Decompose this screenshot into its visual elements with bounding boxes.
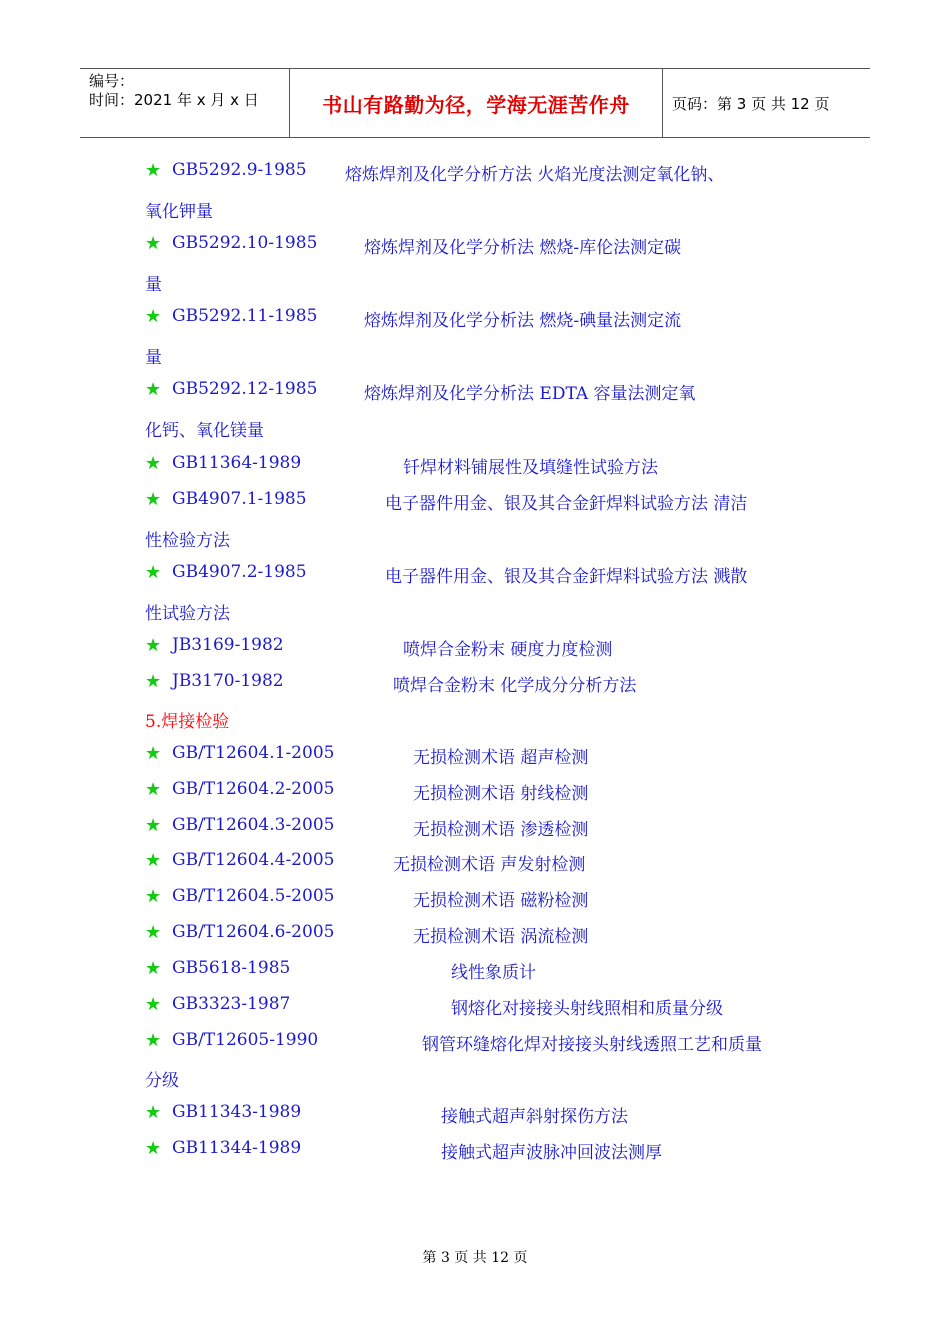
standard-title: 无损检测术语 声发射检测: [393, 855, 586, 875]
list-item: [145, 160, 725, 190]
date-label: 时间：2021 年 x 月 x 日: [89, 91, 259, 109]
list-item: [145, 489, 748, 519]
standard-title: 无损检测术语 渗透检测: [413, 820, 589, 840]
star-icon: ★: [145, 850, 162, 871]
list-item: [145, 562, 748, 592]
standard-title: 熔炼焊剂及化学分析法 EDTA 容量法测定氧: [364, 384, 696, 404]
star-icon: ★: [145, 562, 162, 583]
list-item: [145, 453, 658, 483]
list-item-continuation: 氧化钾量: [145, 202, 213, 222]
list-item: [145, 815, 589, 845]
standard-title: 电子器件用金、银及其合金釬焊料试验方法 清洁: [385, 494, 748, 514]
star-icon: ★: [145, 958, 162, 979]
standard-code: GB/T12604.6-2005: [172, 922, 335, 942]
list-item: [145, 994, 723, 1024]
standard-title: 钎焊材料铺展性及填缝性试验方法: [403, 458, 658, 478]
standard-code: GB5292.12-1985: [172, 379, 318, 399]
standard-code: JB3169-1982: [172, 635, 284, 655]
standard-title: 无损检测术语 超声检测: [413, 748, 589, 768]
standard-title: 钢管环缝熔化焊对接接头射线透照工艺和质量: [422, 1035, 762, 1055]
star-icon: ★: [145, 779, 162, 800]
standard-code: GB/T12604.2-2005: [172, 779, 335, 799]
number-label: 编号：: [89, 72, 135, 90]
standard-title: 接触式超声斜射探伤方法: [441, 1107, 628, 1127]
standard-title: 无损检测术语 涡流检测: [413, 927, 589, 947]
list-item-continuation: 分级: [145, 1071, 179, 1091]
standard-title: 无损检测术语 磁粉检测: [413, 891, 589, 911]
list-item: [145, 1138, 662, 1168]
star-icon: ★: [145, 994, 162, 1015]
standard-code: GB/T12604.4-2005: [172, 850, 335, 870]
standard-title: 接触式超声波脉冲回波法测厚: [441, 1143, 662, 1163]
standard-code: GB11344-1989: [172, 1138, 302, 1158]
star-icon: ★: [145, 886, 162, 907]
standard-code: JB3170-1982: [172, 671, 284, 691]
star-icon: ★: [145, 815, 162, 836]
standard-code: GB/T12604.5-2005: [172, 886, 335, 906]
section-heading: 5.焊接检验: [145, 712, 230, 732]
standard-code: GB3323-1987: [172, 994, 291, 1014]
standard-code: GB/T12605-1990: [172, 1030, 319, 1050]
standard-code: GB11343-1989: [172, 1102, 302, 1122]
page-footer: 第 3 页 共 12 页: [422, 1250, 528, 1266]
star-icon: ★: [145, 306, 162, 327]
list-item-continuation: 性检验方法: [145, 531, 230, 551]
list-item: [145, 922, 589, 952]
list-item: [145, 1102, 628, 1132]
list-item: [145, 635, 613, 665]
list-item: [145, 671, 637, 701]
standard-title: 线性象质计: [451, 963, 536, 983]
list-item: [145, 958, 536, 988]
page-header: [80, 68, 870, 138]
list-item: [145, 743, 589, 773]
list-item-continuation: 量: [145, 275, 162, 295]
list-item: [145, 233, 682, 263]
standard-code: GB5292.9-1985: [172, 160, 307, 180]
star-icon: ★: [145, 743, 162, 764]
star-icon: ★: [145, 635, 162, 656]
header-motto: 书山有路勤为径，学海无涯苦作舟: [290, 69, 663, 137]
star-icon: ★: [145, 379, 162, 400]
list-item: [145, 1030, 762, 1060]
list-item: [145, 306, 682, 336]
star-icon: ★: [145, 489, 162, 510]
list-item: [145, 850, 586, 880]
header-page-info: 页码：第 3 页 共 12 页: [672, 94, 830, 113]
list-item-continuation: 性试验方法: [145, 604, 230, 624]
standard-code: GB5292.10-1985: [172, 233, 318, 253]
star-icon: ★: [145, 160, 162, 181]
standard-code: GB/T12604.3-2005: [172, 815, 335, 835]
star-icon: ★: [145, 1030, 162, 1051]
standard-title: 熔炼焊剂及化学分析法 燃烧-碘量法测定流: [364, 311, 682, 331]
list-item: [145, 379, 696, 409]
standard-code: GB/T12604.1-2005: [172, 743, 335, 763]
star-icon: ★: [145, 1138, 162, 1159]
standard-code: GB11364-1989: [172, 453, 302, 473]
list-item-continuation: 化钙、氧化镁量: [145, 421, 264, 441]
standard-title: 电子器件用金、银及其合金釬焊料试验方法 溅散: [385, 567, 748, 587]
standard-title: 熔炼焊剂及化学分析法 燃烧-库伦法测定碳: [364, 238, 682, 258]
header-meta: [80, 69, 290, 137]
standard-title: 钢熔化对接接头射线照相和质量分级: [451, 999, 723, 1019]
standard-title: 喷焊合金粉末 化学成分分析方法: [393, 676, 637, 696]
star-icon: ★: [145, 671, 162, 692]
list-item: [145, 886, 589, 916]
standard-code: GB4907.1-1985: [172, 489, 307, 509]
standard-code: GB5292.11-1985: [172, 306, 318, 326]
star-icon: ★: [145, 922, 162, 943]
standard-title: 无损检测术语 射线检测: [413, 784, 589, 804]
star-icon: ★: [145, 233, 162, 254]
standard-title: 熔炼焊剂及化学分析方法 火焰光度法测定氧化钠、: [345, 165, 725, 185]
standard-code: GB4907.2-1985: [172, 562, 307, 582]
star-icon: ★: [145, 453, 162, 474]
list-item: [145, 779, 589, 809]
standard-title: 喷焊合金粉末 硬度力度检测: [403, 640, 613, 660]
star-icon: ★: [145, 1102, 162, 1123]
standard-code: GB5618-1985: [172, 958, 291, 978]
list-item-continuation: 量: [145, 348, 162, 368]
